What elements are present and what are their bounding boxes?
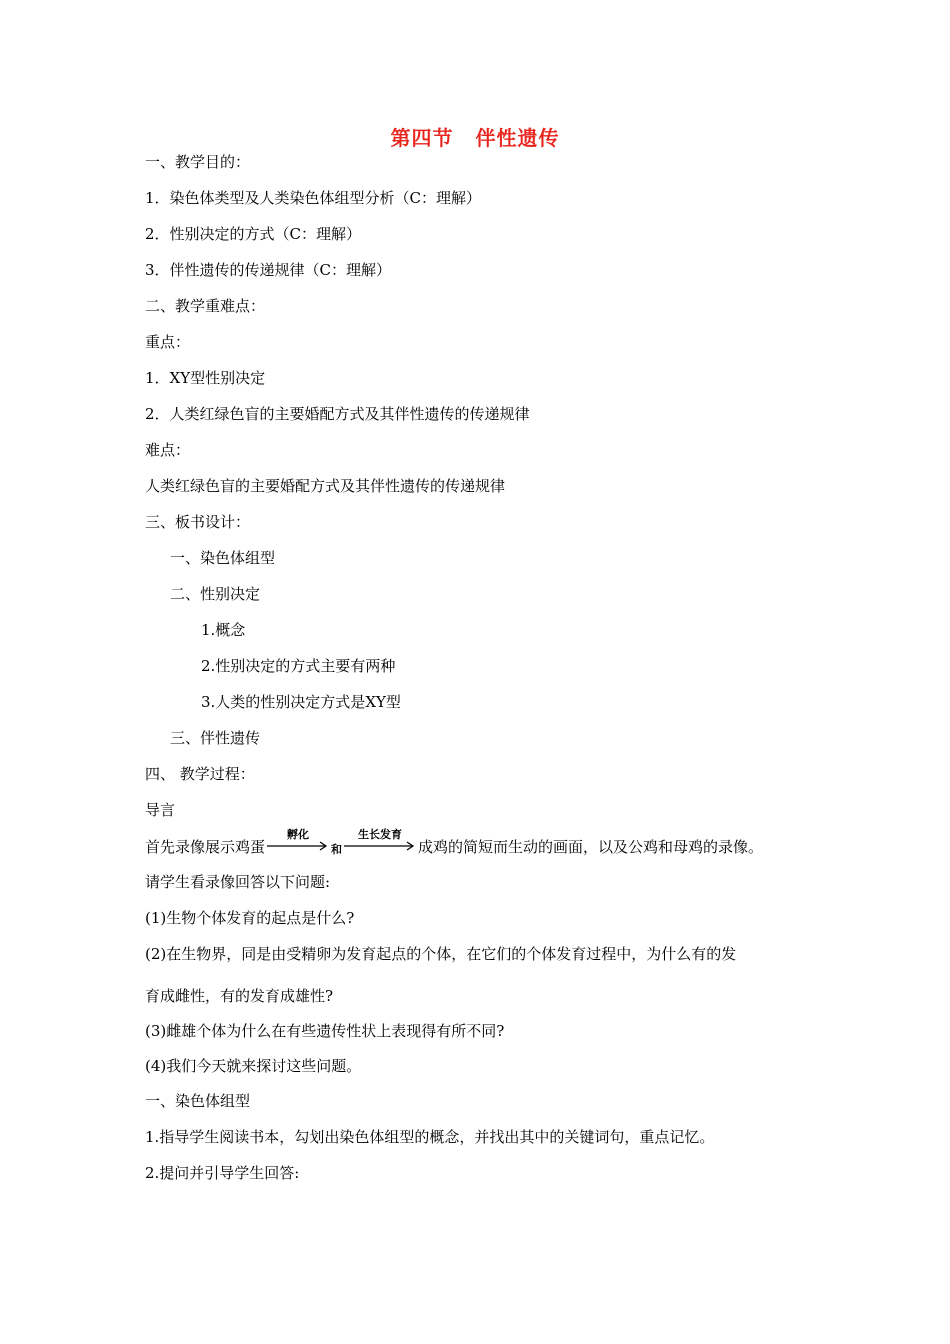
board-subitem-1: 1.概念 [201, 621, 246, 639]
board-item-sex-determination: 二、性别决定 [170, 585, 261, 603]
intro-paragraph [145, 828, 764, 861]
heading-teaching-goals: 一、教学目的： [145, 153, 251, 171]
key-point-1: 1．XY型性别决定 [145, 369, 266, 387]
title-section-number: 第四节 [390, 126, 454, 150]
arrow-icon [342, 835, 418, 855]
key-point-2: 2．人类红绿色盲的主要婚配方式及其伴性遗传的传递规律 [145, 405, 530, 423]
heading-key-difficult-points: 二、教学重难点： [145, 297, 266, 315]
hatching-arrow-label: 孵化 [287, 828, 310, 841]
label-difficult-points: 难点： [145, 441, 191, 459]
question-4: (4)我们今天就来探讨这些问题。 [145, 1057, 362, 1075]
intro-text-after: 成鸡的简短而生动的画面，以及公鸡和母鸡的录像。 [418, 838, 764, 856]
board-subitem-3: 3.人类的性别决定方式是XY型 [201, 693, 401, 711]
question-1: (1)生物个体发育的起点是什么? [145, 909, 355, 927]
section-heading-karyotype: 一、染色体组型 [145, 1092, 251, 1110]
question-3: (3)雌雄个体为什么在有些遗传性状上表现得有所不同? [145, 1022, 505, 1040]
growth-arrow [342, 828, 418, 855]
goal-item-3: 3．伴性遗传的传递规律（C：理解） [145, 261, 392, 279]
goal-item-2: 2．性别决定的方式（C：理解） [145, 225, 362, 243]
heading-board-design: 三、板书设计： [145, 513, 251, 531]
label-key-points: 重点： [145, 333, 191, 351]
intro-text-before: 首先录像展示鸡蛋 [145, 838, 266, 856]
intro-text-and: 和 [331, 843, 343, 856]
karyotype-step-2: 2.提问并引导学生回答: [145, 1164, 300, 1182]
board-item-sex-linked: 三、伴性遗传 [170, 729, 261, 747]
question-2-line-1: (2)在生物界，同是由受精卵为发育起点的个体，在它们的个体发育过程中，为什么有的发 [145, 945, 737, 963]
title-topic: 伴性遗传 [475, 126, 560, 150]
label-introduction: 导言 [145, 801, 176, 819]
board-subitem-2: 2.性别决定的方式主要有两种 [201, 657, 396, 675]
arrow-icon [265, 835, 331, 855]
board-item-chromosome-karyotype: 一、染色体组型 [170, 549, 276, 567]
karyotype-step-1: 1.指导学生阅读书本，勾划出染色体组型的概念，并找出其中的关键词句，重点记忆。 [145, 1128, 715, 1146]
question-2-line-2: 育成雌性，有的发育成雄性? [145, 987, 334, 1005]
difficult-point-text: 人类红绿色盲的主要婚配方式及其伴性遗传的传递规律 [145, 477, 506, 495]
growth-arrow-label: 生长发育 [358, 828, 403, 841]
heading-teaching-process: 四、 教学过程： [145, 765, 255, 783]
goal-item-1: 1．染色体类型及人类染色体组型分析（C：理解） [145, 189, 482, 207]
hatching-arrow [265, 828, 331, 855]
page-title [0, 124, 950, 152]
question-prompt: 请学生看录像回答以下问题: [145, 873, 331, 891]
